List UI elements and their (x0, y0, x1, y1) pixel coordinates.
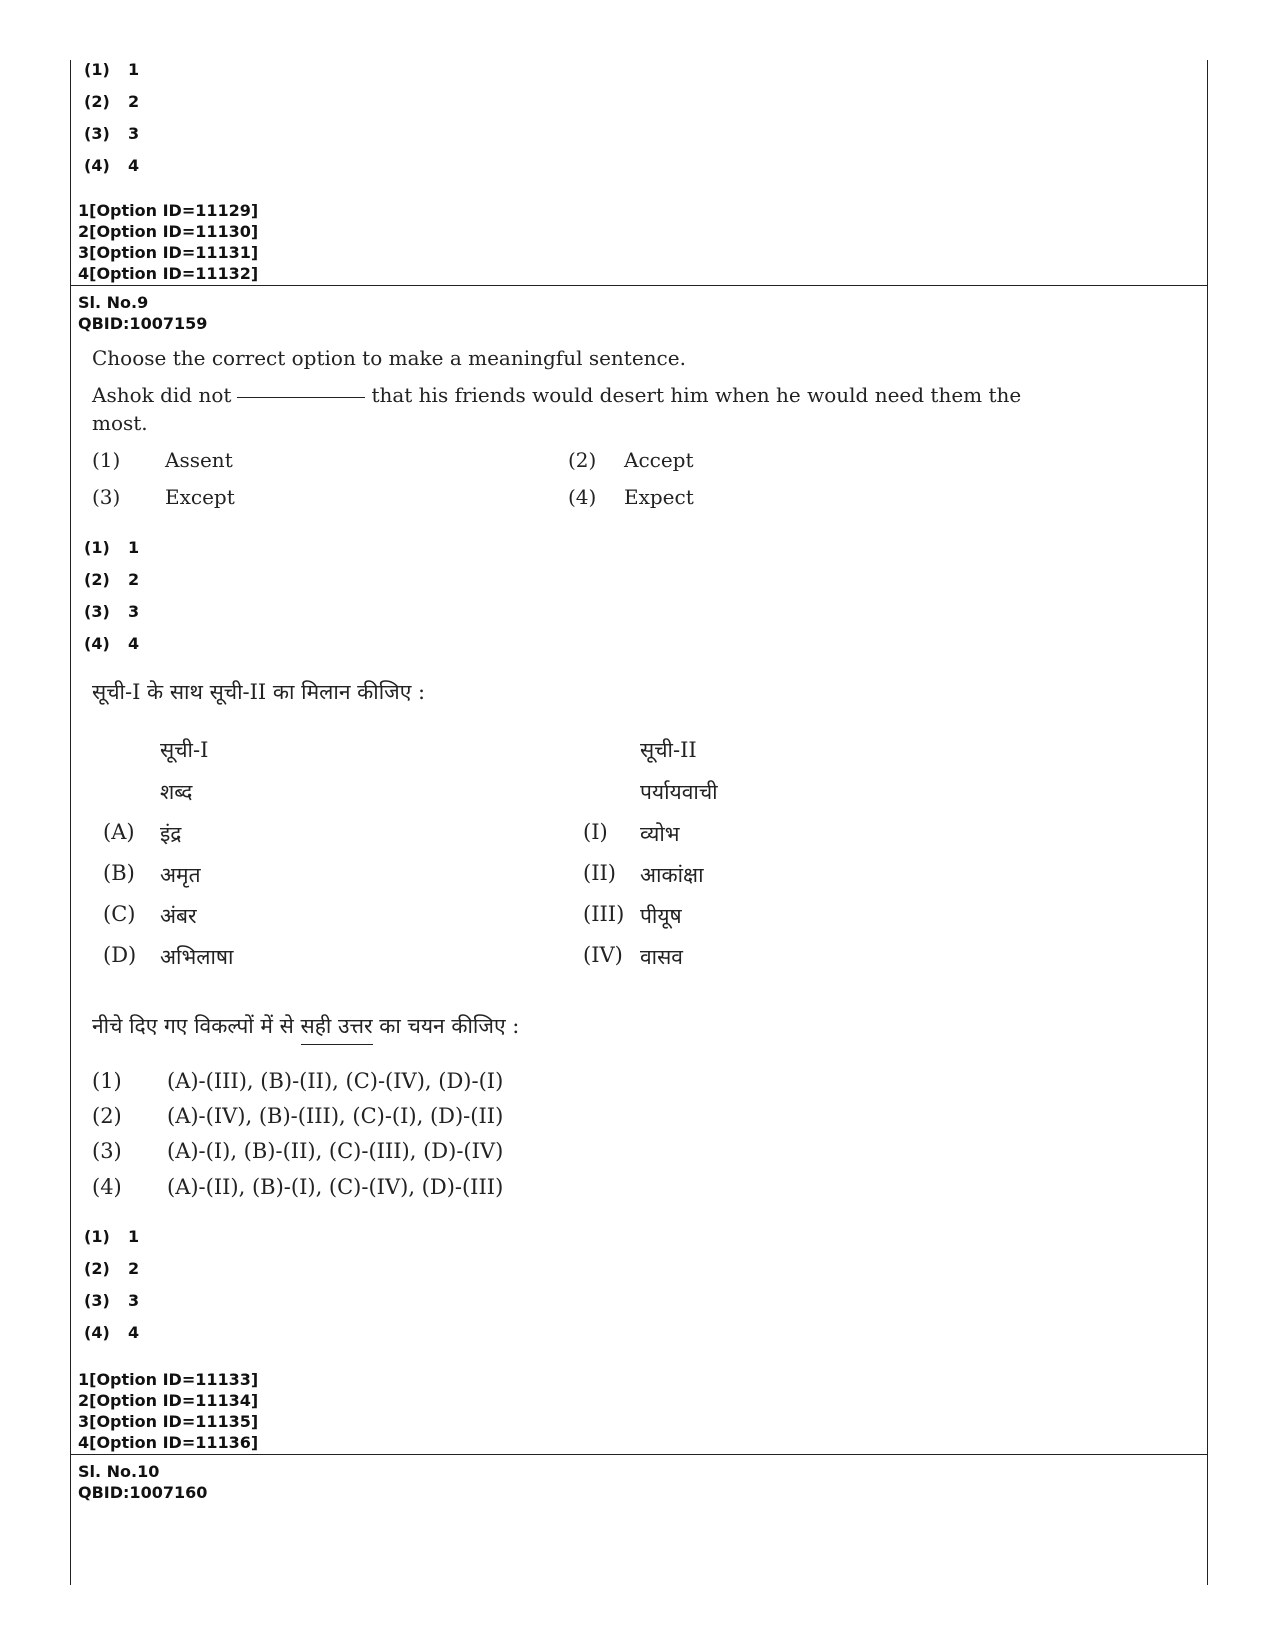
option-id: 2[Option ID=11134] (78, 1391, 259, 1410)
row-label: (A) (103, 820, 135, 844)
row-word: इंद्र (160, 822, 182, 846)
row-synonym: वासव (640, 945, 683, 969)
row-roman: (III) (583, 902, 625, 926)
answer-option[interactable]: (2) 2 (84, 570, 140, 589)
qbid: QBID:1007159 (78, 314, 208, 333)
choice-text: Accept (624, 448, 694, 472)
question-header (78, 1461, 207, 1503)
choice-num: (3) (92, 1139, 122, 1163)
row-synonym: आकांक्षा (640, 863, 704, 887)
answer-option[interactable]: (2) 2 (84, 92, 140, 111)
option-id: 2[Option ID=11130] (78, 222, 259, 241)
choice-num: (4) (568, 485, 597, 509)
question-instruction: Choose the correct option to make a meaningful sentence. (92, 346, 686, 370)
choice-num: (2) (568, 448, 597, 472)
question-sentence-cont: most. (92, 411, 148, 435)
option-id-list (78, 200, 258, 284)
row-label: (B) (103, 861, 135, 885)
choice-text: Assent (165, 448, 233, 472)
row-word: अमृत (160, 863, 201, 887)
row-word: अंबर (160, 904, 197, 928)
row-roman: (I) (583, 820, 608, 844)
choice-num: (1) (92, 448, 121, 472)
answer-option[interactable]: (3) 3 (84, 1291, 140, 1310)
question-sentence: Ashok did not that his friends would desert him when he would need them the (92, 383, 1022, 407)
answer-option[interactable]: (3) 3 (84, 602, 140, 621)
section-divider (70, 285, 1208, 286)
question-header (78, 292, 207, 334)
serial-number: Sl. No.9 (78, 293, 149, 312)
row-word: अभिलाषा (160, 945, 234, 969)
row-synonym: व्योभ (640, 822, 680, 846)
qbid: QBID:1007160 (78, 1483, 208, 1502)
list1-subtitle: शब्द (160, 780, 193, 804)
row-roman: (II) (583, 861, 616, 885)
option-id: 1[Option ID=11133] (78, 1370, 259, 1389)
hindi-instruction: सूची-I के साथ सूची-II का मिलान कीजिए : (92, 680, 426, 704)
option-id-list (78, 1369, 258, 1453)
page-frame (70, 60, 1208, 1585)
choice-num: (4) (92, 1175, 122, 1199)
answer-option[interactable]: (4) 4 (84, 634, 140, 653)
choice-num: (1) (92, 1069, 122, 1093)
option-id: 4[Option ID=11132] (78, 264, 259, 283)
row-roman: (IV) (583, 943, 623, 967)
row-label: (C) (103, 902, 136, 926)
row-synonym: पीयूष (640, 904, 682, 928)
choice-text: Except (165, 485, 235, 509)
option-id: 3[Option ID=11135] (78, 1412, 259, 1431)
list2-title: सूची-II (640, 738, 697, 762)
choice-num: (3) (92, 485, 121, 509)
underlined-phrase: सही उत्तर (301, 1014, 373, 1045)
choice-text: (A)-(III), (B)-(II), (C)-(IV), (D)-(I) (167, 1069, 504, 1093)
answer-option[interactable]: (1) 1 (84, 538, 140, 557)
answer-option[interactable]: (1) 1 (84, 1227, 140, 1246)
choice-num: (2) (92, 1104, 122, 1128)
choice-text: (A)-(I), (B)-(II), (C)-(III), (D)-(IV) (167, 1139, 504, 1163)
answer-option[interactable]: (4) 4 (84, 156, 140, 175)
row-label: (D) (103, 943, 137, 967)
option-id: 3[Option ID=11131] (78, 243, 259, 262)
hindi-select-instruction: नीचे दिए गए विकल्पों में से सही उत्तर का चयन कीजिए : (92, 1012, 519, 1040)
choice-text: (A)-(II), (B)-(I), (C)-(IV), (D)-(III) (167, 1175, 504, 1199)
fill-blank (237, 397, 365, 398)
choice-text: Expect (624, 485, 694, 509)
answer-option[interactable]: (2) 2 (84, 1259, 140, 1278)
serial-number: Sl. No.10 (78, 1462, 160, 1481)
option-id: 1[Option ID=11129] (78, 201, 259, 220)
answer-option[interactable]: (4) 4 (84, 1323, 140, 1342)
section-divider (70, 1454, 1208, 1455)
answer-option[interactable]: (3) 3 (84, 124, 140, 143)
answer-option[interactable]: (1) 1 (84, 60, 140, 79)
list2-subtitle: पर्यायवाची (640, 780, 718, 804)
choice-text: (A)-(IV), (B)-(III), (C)-(I), (D)-(II) (167, 1104, 504, 1128)
list1-title: सूची-I (160, 738, 209, 762)
option-id: 4[Option ID=11136] (78, 1433, 259, 1452)
